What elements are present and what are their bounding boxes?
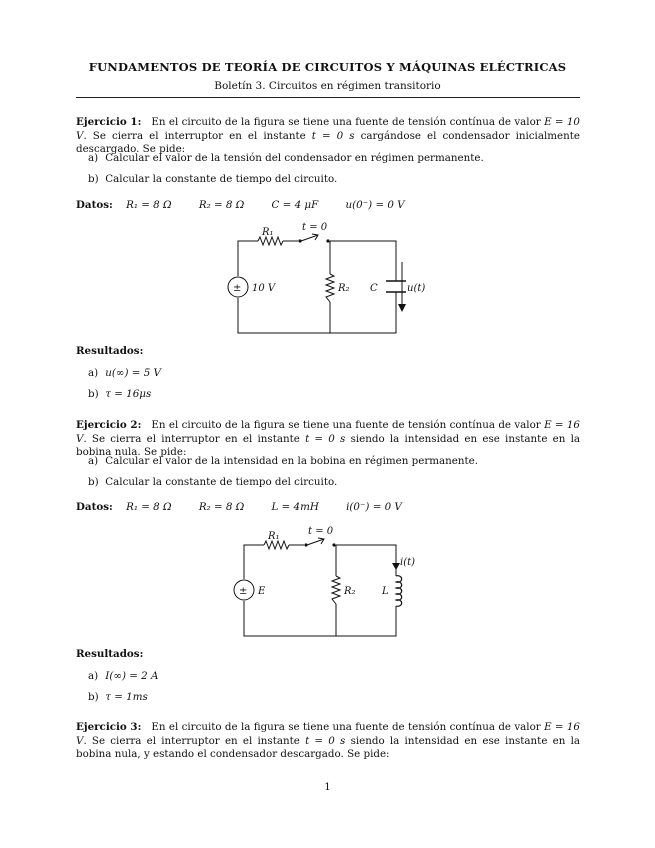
ex1-u-label: u(t) (407, 283, 426, 294)
document-subtitle: Boletín 3. Circuitos en régimen transitorio (214, 80, 441, 92)
ex2-switch-label: t = 0 (308, 526, 334, 537)
ex1-t-value: t = 0 s (311, 129, 355, 142)
ex2-e-value: E = 16 V (76, 419, 580, 445)
ex1-text3: cargándose el condensador inicialmente descargado. Se pide: (76, 129, 580, 155)
ex2-label: Ejercicio 2: (76, 419, 142, 431)
ex3-text2: . Se cierra el interruptor en el instante (83, 734, 300, 747)
ex1-item-a: a) Calcular el valor de la tensión del condensador en régimen permanente. (88, 152, 484, 164)
ex2-result-b: b) τ = 1ms (88, 691, 148, 703)
ex2-inductor (396, 576, 402, 607)
ex1-r1-label: R₁ (262, 227, 274, 238)
ex3-text3: siendo la intensidad en ese instante en la bobina nula, y estando el condensador descargado. Se pide: (76, 734, 580, 760)
document-title: FUNDAMENTOS DE TEORÍA DE CIRCUITOS Y MÁQUINAS ELÉCTRICAS (88, 60, 567, 74)
ex2-r1-resistor (264, 541, 289, 549)
ex1-e-value: E = 10 V (76, 116, 580, 142)
ex2-text1: En el circuito de la figura se tiene una fuente de tensión contínua de valor (151, 419, 541, 431)
ex2-switch (304, 538, 335, 547)
ex2-source-label: E (258, 586, 266, 597)
ex1-result-b: b) τ = 16μs (88, 388, 152, 400)
ex2-results-heading: Resultados: (76, 648, 144, 660)
ex3-e-value: E = 16 V (76, 721, 580, 747)
ex3-text1: En el circuito de la figura se tiene una fuente de tensión contínua de valor (151, 721, 541, 733)
ex1-label: Ejercicio 1: (76, 116, 142, 128)
ex2-wires (244, 545, 396, 636)
ex3-t-value: t = 0 s (305, 734, 346, 747)
ex2-text2: . Se cierra el interruptor en el instante (83, 432, 300, 445)
ex1-item-b: b) Calcular la constante de tiempo del circuito. (88, 173, 338, 185)
ex2-current-arrow (392, 553, 400, 570)
ex1-datos: Datos: R₁ = 8 Ω R₂ = 8 Ω C = 4 μF u(0⁻) = 0 V (76, 199, 405, 211)
ex2-ind-label: L (382, 586, 389, 597)
ex2-result-a: a) I(∞) = 2 A (88, 670, 159, 682)
ex3-statement (76, 721, 580, 762)
ex2-item-b: b) Calcular la constante de tiempo del circuito. (88, 476, 338, 488)
ex2-text3: siendo la intensidad en ese instante en la bobina nula. Se pide: (76, 432, 580, 458)
ex1-source-label: 10 V (252, 283, 276, 294)
ex2-source-pm: ± (239, 586, 248, 597)
ex2-r1-label: R₁ (268, 531, 280, 542)
ex1-source-pm: ± (233, 283, 242, 294)
ex1-r2-label: R₂ (338, 283, 350, 294)
ex3-label: Ejercicio 3: (76, 721, 142, 733)
ex1-text2: . Se cierra el interruptor en el instante (83, 129, 306, 142)
ex2-t-value: t = 0 s (305, 432, 346, 445)
ex1-switch-label: t = 0 (302, 222, 328, 233)
ex1-cap-label: C (370, 283, 378, 294)
ex2-i-label: i(t) (400, 557, 416, 568)
page-number: 1 (324, 781, 331, 793)
ex1-result-a: a) u(∞) = 5 V (88, 367, 161, 379)
ex2-r2-label: R₂ (344, 586, 356, 597)
ex1-results-heading: Resultados: (76, 345, 144, 357)
ex2-datos: Datos: R₁ = 8 Ω R₂ = 8 Ω L = 4mH i(0⁻) = 0 V (76, 501, 402, 513)
ex1-text1: En el circuito de la figura se tiene una fuente de tensión contínua de valor (151, 116, 541, 128)
ex2-item-a: a) Calcular el valor de la intensidad en la bobina en régimen permanente. (88, 455, 479, 467)
ex2-r2-resistor (332, 576, 340, 604)
